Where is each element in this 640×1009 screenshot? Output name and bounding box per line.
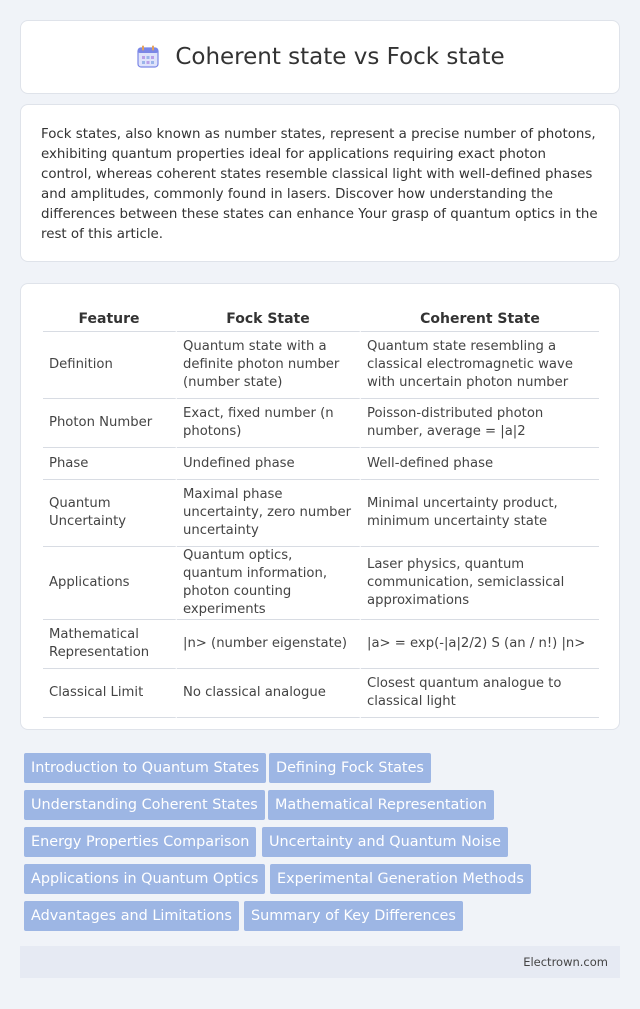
table-cell-feature: Definition [43, 332, 177, 399]
table-cell-coherent: Minimal uncertainty product, minimum uncertainty state [361, 480, 599, 547]
table-cell-fock: |n> (number eigenstate) [177, 620, 361, 669]
page-title: Coherent state vs Fock state [175, 44, 505, 70]
table-cell-coherent: Poisson-distributed photon number, average = |a|2 [361, 399, 599, 448]
footer [20, 946, 620, 978]
table-row [43, 547, 599, 620]
table-row [43, 332, 599, 399]
tag-energy-properties-comparison[interactable]: Energy Properties Comparison [24, 827, 256, 857]
table-cell-fock: Maximal phase uncertainty, zero number uncertainty [177, 480, 361, 547]
tag-introduction-to-quantum-states[interactable]: Introduction to Quantum States [24, 753, 266, 783]
table-cell-fock: Exact, fixed number (n photons) [177, 399, 361, 448]
header-coherent-state: Coherent State [361, 304, 599, 332]
intro-paragraph: Fock states, also known as number states, represent a precise number of photons, exhibiting quantum properties ideal for applications requiring exact photon control, whereas coherent states resemble classical light with well-defined phases and amplitudes, commonly found in lasers. Discover how understanding the differences between these states can enhance Your grasp of quantum optics in the rest of this article. [41, 127, 598, 242]
table-row [43, 620, 599, 669]
comparison-table [43, 304, 599, 718]
tag-uncertainty-and-quantum-noise[interactable]: Uncertainty and Quantum Noise [262, 827, 508, 857]
intro-card [20, 104, 620, 262]
table-cell-fock: No classical analogue [177, 669, 361, 718]
table-row [43, 480, 599, 547]
table-cell-feature: Phase [43, 448, 177, 480]
table-cell-coherent: Quantum state resembling a classical electromagnetic wave with uncertain photon number [361, 332, 599, 399]
tag-advantages-and-limitations[interactable]: Advantages and Limitations [24, 901, 239, 931]
table-cell-coherent: Well-defined phase [361, 448, 599, 480]
table-cell-coherent: Closest quantum analogue to classical light [361, 669, 599, 718]
table-cell-fock: Quantum state with a definite photon number (number state) [177, 332, 361, 399]
table-cell-feature: Classical Limit [43, 669, 177, 718]
header-fock-state: Fock State [177, 304, 361, 332]
table-row [43, 399, 599, 448]
comparison-table-card [20, 283, 620, 730]
table-row [43, 669, 599, 718]
footer-site-link[interactable]: Electrown.com [523, 955, 608, 969]
table-cell-fock: Quantum optics, quantum information, photon counting experiments [177, 547, 361, 620]
table-header-row [43, 304, 599, 332]
table-row [43, 448, 599, 480]
tag-defining-fock-states[interactable]: Defining Fock States [269, 753, 431, 783]
table-cell-coherent: Laser physics, quantum communication, semiclassical approximations [361, 547, 599, 620]
table-cell-feature: Mathematical Representation [43, 620, 177, 669]
header-feature: Feature [43, 304, 177, 332]
document-table-icon [135, 44, 161, 70]
table-cell-feature: Quantum Uncertainty [43, 480, 177, 547]
table-cell-coherent: |a> = exp(-|a|2/2) S (an / n!) |n> [361, 620, 599, 669]
tag-summary-of-key-differences[interactable]: Summary of Key Differences [244, 901, 463, 931]
table-cell-feature: Applications [43, 547, 177, 620]
title-card [20, 20, 620, 94]
tag-mathematical-representation[interactable]: Mathematical Representation [268, 790, 494, 820]
tag-applications-in-quantum-optics[interactable]: Applications in Quantum Optics [24, 864, 265, 894]
tag-understanding-coherent-states[interactable]: Understanding Coherent States [24, 790, 265, 820]
tag-experimental-generation-methods[interactable]: Experimental Generation Methods [270, 864, 531, 894]
table-cell-fock: Undefined phase [177, 448, 361, 480]
table-cell-feature: Photon Number [43, 399, 177, 448]
